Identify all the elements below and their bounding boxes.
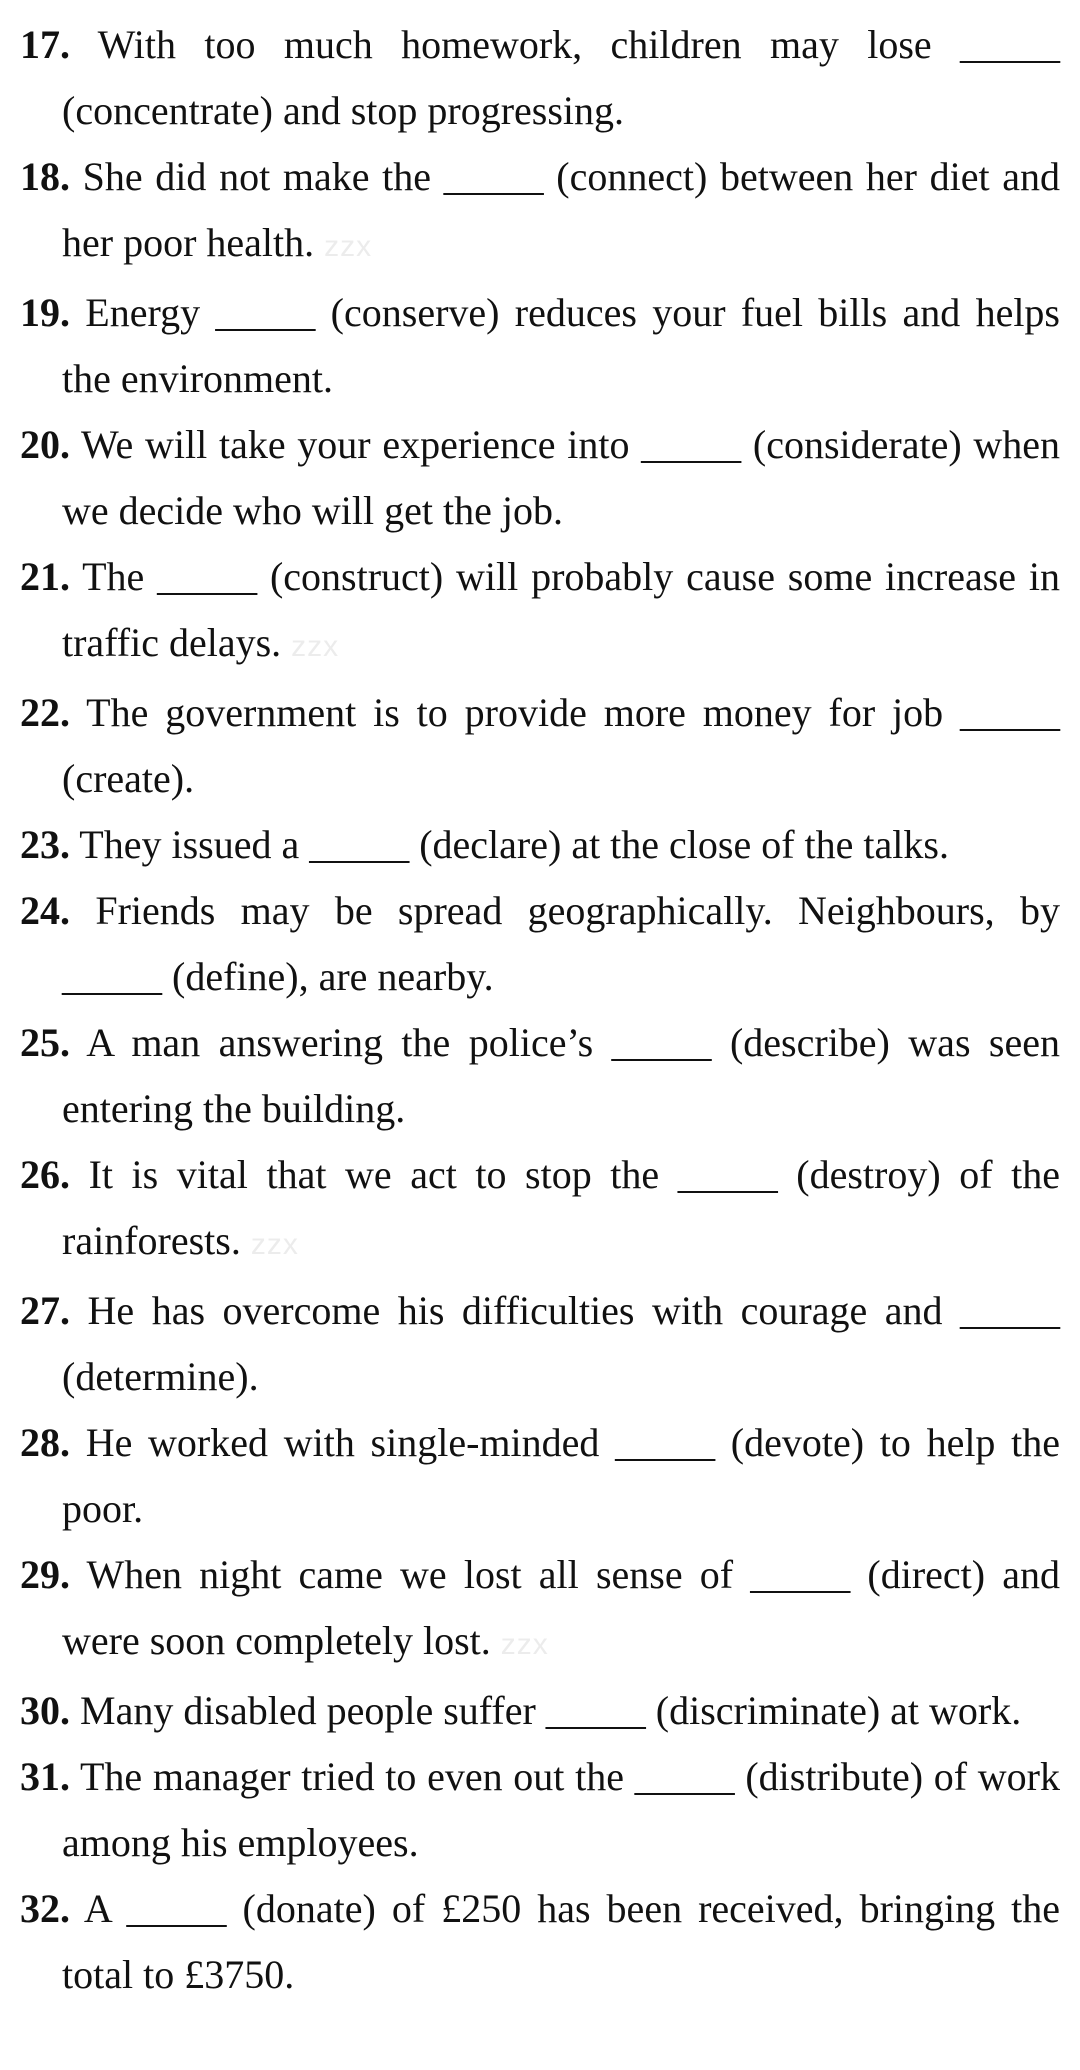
question-text: We will take your experience into _____ (considerate) when we decide who will get the job. xyxy=(62,422,1061,533)
watermark-text: zzx xyxy=(291,630,340,663)
question-item xyxy=(20,544,1060,680)
question-item xyxy=(20,12,1060,144)
question-text: The _____ (construct) will probably cause some increase in traffic delays. xyxy=(62,554,1060,665)
question-item xyxy=(20,1410,1060,1542)
question-item xyxy=(20,412,1060,544)
question-number: 24. xyxy=(20,888,70,933)
question-number: 22. xyxy=(20,690,70,735)
question-list xyxy=(20,12,1060,2008)
question-item xyxy=(20,1542,1060,1678)
question-number: 19. xyxy=(20,290,70,335)
question-item xyxy=(20,1010,1060,1142)
question-number: 17. xyxy=(20,22,70,67)
question-text: They issued a _____ (declare) at the close of the talks. xyxy=(79,822,949,867)
question-number: 31. xyxy=(20,1754,70,1799)
question-text: A _____ (donate) of £250 has been received, bringing the total to £3750. xyxy=(62,1886,1061,1997)
watermark-text: zzx xyxy=(250,1228,299,1261)
question-item xyxy=(20,1744,1060,1876)
question-text: He worked with single-minded _____ (devote) to help the poor. xyxy=(62,1420,1060,1531)
question-text: When night came we lost all sense of _____ (direct) and were soon completely lost. xyxy=(62,1552,1061,1663)
question-number: 32. xyxy=(20,1886,70,1931)
question-text: The government is to provide more money for job _____ (create). xyxy=(62,690,1061,801)
question-text: Many disabled people suffer _____ (discriminate) at work. xyxy=(80,1688,1022,1733)
question-text: It is vital that we act to stop the _____ (destroy) of the rainforests. xyxy=(62,1152,1060,1263)
question-number: 23. xyxy=(20,822,70,867)
question-item xyxy=(20,1142,1060,1278)
question-item xyxy=(20,280,1060,412)
question-text: He has overcome his difficulties with courage and _____ (determine). xyxy=(62,1288,1061,1399)
watermark-text: zzx xyxy=(500,1628,549,1661)
question-text: A man answering the police’s _____ (describe) was seen entering the building. xyxy=(62,1020,1060,1131)
question-number: 30. xyxy=(20,1688,70,1733)
question-text: Friends may be spread geographically. Neighbours, by _____ (define), are nearby. xyxy=(62,888,1061,999)
question-item xyxy=(20,878,1060,1010)
question-number: 29. xyxy=(20,1552,70,1597)
question-text: With too much homework, children may lose _____ (concentrate) and stop progressing. xyxy=(62,22,1061,133)
question-item xyxy=(20,1278,1060,1410)
question-item xyxy=(20,680,1060,812)
question-number: 20. xyxy=(20,422,70,467)
question-number: 27. xyxy=(20,1288,70,1333)
question-number: 28. xyxy=(20,1420,70,1465)
question-item xyxy=(20,812,1060,878)
question-number: 18. xyxy=(20,154,70,199)
watermark-text: zzx xyxy=(324,230,373,263)
question-number: 26. xyxy=(20,1152,70,1197)
question-text: She did not make the _____ (connect) between her diet and her poor health. xyxy=(62,154,1060,265)
question-text: Energy _____ (conserve) reduces your fuel bills and helps the environment. xyxy=(62,290,1060,401)
question-item xyxy=(20,144,1060,280)
question-number: 25. xyxy=(20,1020,70,1065)
question-item xyxy=(20,1876,1060,2008)
question-item xyxy=(20,1678,1060,1744)
question-text: The manager tried to even out the _____ (distribute) of work among his employees. xyxy=(62,1754,1061,1865)
question-number: 21. xyxy=(20,554,70,599)
